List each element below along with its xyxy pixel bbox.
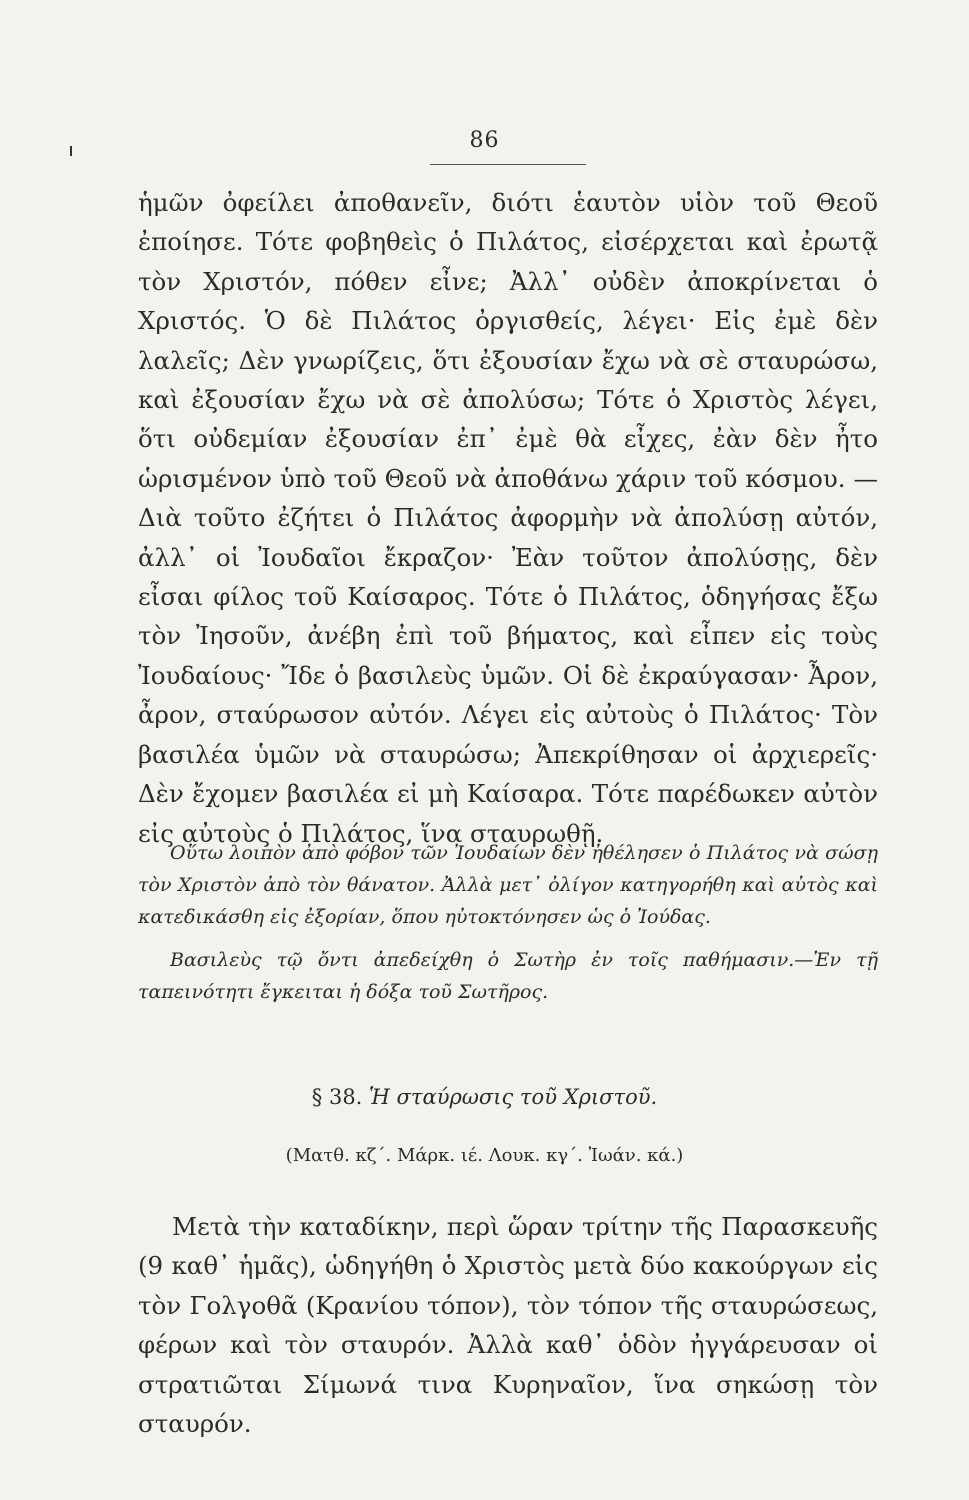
- main-text-block: [138, 183, 878, 853]
- note-king: Βασιλεὺς τῷ ὄντι ἀπεδείχθη ὁ Σωτὴρ ἐν τοῖς παθήμασιν.—Ἐν τῇ ταπεινότητι ἔγκειται ἡ δόξα τοῦ Σωτῆρος.: [138, 948, 878, 1003]
- page-number: 86: [469, 128, 500, 153]
- notes-block: [138, 837, 878, 1008]
- header-rule: [430, 164, 586, 165]
- section-title: Ἡ σταύρωσις τοῦ Χριστοῦ.: [369, 1085, 658, 1109]
- crucifixion-text-block: [138, 1207, 878, 1443]
- scripture-references: (Ματθ. κζ΄. Μάρκ. ιέ. Λουκ. κγ΄. Ἰωάν. κά.): [285, 1145, 684, 1166]
- section-number: § 38.: [311, 1085, 363, 1109]
- note-pilate: Οὕτω λοιπὸν ἀπὸ φόβον τῶν Ἰουδαίων δὲν ἠθέλησεν ὁ Πιλάτος νὰ σώσῃ τὸν Χριστὸν ἀπὸ τὸν θάνατον. Ἀλλὰ μετ᾽ ὀλίγον κατηγορήθη καὶ αὐτὸς καὶ κατεδικάσθη εἰς ἐξορίαν, ὅπου ηὐτοκτόνησεν ὡς ὁ Ἰούδας.: [138, 842, 878, 929]
- paragraph-trial: ἡμῶν ὀφείλει ἀποθανεῖν, διότι ἑαυτὸν υἱὸν τοῦ Θεοῦ ἐποίησε. Τότε φοβηθεὶς ὁ Πιλάτος, εἰσέρχεται καὶ ἐρωτᾷ τὸν Χριστόν, πόθεν εἶνε; Ἀλλ᾽ οὐδὲν ἀποκρίνεται ὁ Χριστός. Ὁ δὲ Πιλάτος ὀργισθείς, λέγει· Εἰς ἐμὲ δὲν λαλεῖς; Δὲν γνωρίζεις, ὅτι ἐξουσίαν ἔχω νὰ σὲ σταυρώσω, καὶ ἐξουσίαν ἔχω νὰ σὲ ἀπολύσω; Τότε ὁ Χριστὸς λέγει, ὅτι οὐδεμίαν ἐξουσίαν ἐπ᾽ ἐμὲ θὰ εἶχες, ἐὰν δὲν ἦτο ὡρισμένον ὑπὸ τοῦ Θεοῦ νὰ ἀποθάνω χάριν τοῦ κόσμου. — Διὰ τοῦτο ἐζήτει ὁ Πιλάτος ἀφορμὴν νὰ ἀπολύσῃ αὐτόν, ἀλλ᾽ οἱ Ἰουδαῖοι ἔκραζον· Ἐὰν τοῦτον ἀπολύσῃς, δὲν εἶσαι φίλος τοῦ Καίσαρος. Τότε ὁ Πιλάτος, ὁδηγήσας ἔξω τὸν Ἰησοῦν, ἀνέβη ἐπὶ τοῦ βήματος, καὶ εἶπεν εἰς τοὺς Ἰουδαίους· Ἴδε ὁ βασιλεὺς ὑμῶν. Οἱ δὲ ἐκραύγασαν· Ἆρον, ἆρον, σταύρωσον αὐτόν. Λέγει εἰς αὐτοὺς ὁ Πιλάτος· Τὸν βασιλέα ὑμῶν νὰ σταυρώσω; Ἀπεκρίθησαν οἱ ἀρχιερεῖς· Δὲν ἔχομεν βασιλέα εἰ μὴ Καίσαρα. Τότε παρέδωκεν αὐτὸν εἰς αὐτοὺς ὁ Πιλάτος, ἵνα σταυρωθῇ.: [138, 188, 878, 848]
- section-heading: [0, 1085, 969, 1109]
- paragraph-crucifixion: Μετὰ τὴν καταδίκην, περὶ ὥραν τρίτην τῆς Παρασκευῆς (9 καθ᾽ ἡμᾶς), ὡδηγήθη ὁ Χριστὸς μετὰ δύο κακούργων εἰς τὸν Γολγοθᾶ (Κρανίου τόπον), τὸν τόπον τῆς σταυρώσεως, φέρων καὶ τὸν σταυρόν. Ἀλλὰ καθ᾽ ὁδὸν ἠγγάρευσαν οἱ στρατιῶται Σίμωνά τινα Κυρηναῖον, ἵνα σηκώσῃ τὸν σταυρόν.: [138, 1212, 878, 1439]
